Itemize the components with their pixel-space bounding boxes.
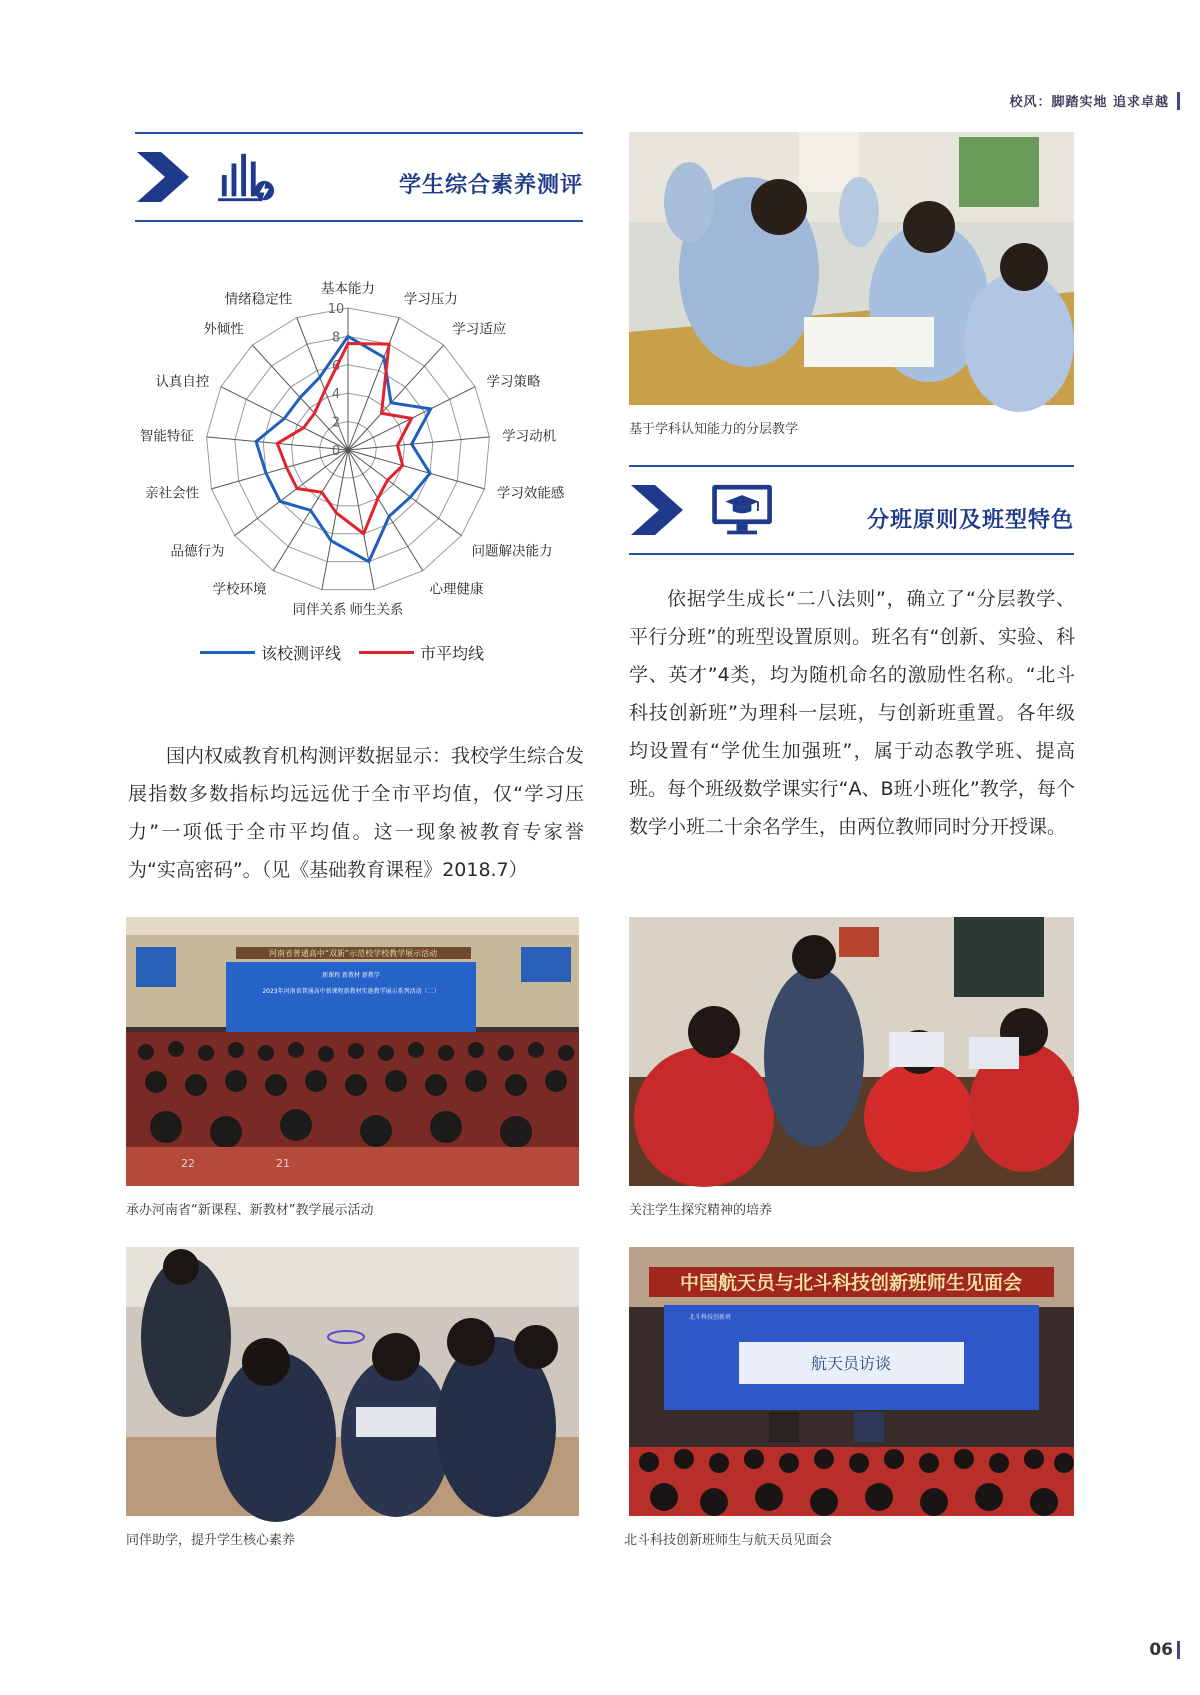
radar-axis-label: 心理健康: [429, 581, 484, 598]
legend-item-city: [359, 641, 484, 664]
legend-line-school: [200, 651, 255, 654]
radar-axis-label: 基本能力: [321, 281, 375, 298]
radar-spoke: [348, 437, 489, 450]
radar-axis-label: 学习效能感: [496, 485, 565, 502]
screen-title-text: 航天员访谈: [810, 1354, 892, 1373]
radar-axis-label: 情绪稳定性: [224, 291, 293, 308]
photo-tiered-teaching: [629, 132, 1074, 405]
header-motto-text: 校风：脚踏实地 追求卓越: [1009, 95, 1169, 110]
radar-tick-label: 2: [331, 415, 341, 431]
radar-axis-label: 学习策略: [486, 374, 541, 391]
radar-axis-label: 亲社会性: [145, 485, 200, 502]
radar-axis-label: 学校环境: [212, 581, 267, 598]
radar-spoke: [348, 450, 461, 536]
event-banner-text: 中国航天员与北斗科技创新班师生见面会: [679, 1272, 1023, 1294]
radar-tick-label: 10: [327, 302, 345, 317]
paragraph-left: 国内权威教育机构测评数据显示：我校学生综合发展指数多数指标均远远优于全市平均值，仅“学习压力”一项低于全市平均值。这一现象被教育专家誉为“实高密码”。（见《基础教育课程》2018.7）: [128, 745, 585, 881]
caption-astronaut-meeting: 北斗科技创新班师生与航天员见面会: [624, 1533, 833, 1548]
section-rule-bottom: [629, 553, 1074, 555]
photo-peer-learning-image: [126, 1247, 579, 1516]
monitor-graduation-icon: [709, 483, 777, 539]
chart-legend: [200, 640, 520, 664]
header-bar: [1177, 92, 1180, 110]
radar-axis-label: 认真自控: [155, 374, 210, 391]
caption-inquiry-spirit: 关注学生探究精神的培养: [629, 1203, 773, 1218]
radar-axis-label: 学习压力: [403, 291, 458, 308]
section-header-grouping: [629, 465, 1074, 555]
section-title-grouping: 分班原则及班型特色: [866, 508, 1074, 533]
screen-main-text: 2023年河南省普通高中新课程新教材实施教学展示系列活动（二）: [262, 988, 440, 995]
legend-label-school: 该校测评线: [261, 643, 342, 663]
photo-inquiry-spirit: [629, 917, 1074, 1186]
screen-logo-text: 新课程 新教材 新教学: [322, 972, 380, 979]
section-rule-top: [135, 132, 583, 134]
photo-teaching-showcase: [126, 917, 579, 1186]
radar-axis-label: 问题解决能力: [471, 543, 553, 560]
radar-tick-label: 8: [331, 330, 341, 346]
photo-astronaut-meeting: [629, 1247, 1074, 1516]
radar-chart: [90, 281, 610, 658]
bar-chart-icon: [217, 148, 277, 206]
header-motto: [1009, 91, 1180, 110]
page-number-text: 06: [1149, 1640, 1173, 1660]
radar-tick-label: 4: [331, 387, 341, 403]
radar-axis-label: 同伴关系: [292, 602, 347, 619]
radar-axis-label: 品德行为: [170, 543, 225, 560]
section-title-assessment: 学生综合素养测评: [398, 173, 583, 198]
photo-tiered-teaching-image: [629, 132, 1074, 405]
radar-axis-label: 学习动机: [502, 428, 557, 445]
section-rule-top: [629, 465, 1074, 467]
radar-axis-label: 师生关系: [349, 602, 404, 619]
page-number: [1149, 1640, 1180, 1660]
radar-axis-label: 智能特征: [139, 428, 194, 445]
caption-peer-learning: 同伴助学，提升学生核心素养: [126, 1533, 296, 1548]
caption-tiered-teaching: 基于学科认知能力的分层教学: [629, 422, 799, 437]
radar-tick-label: 6: [331, 358, 341, 374]
legend-item-school: [200, 641, 341, 664]
photo-peer-learning: [126, 1247, 579, 1516]
legend-line-city: [359, 651, 414, 654]
legend-label-city: 市平均线: [420, 643, 485, 663]
section-header-assessment: [135, 132, 583, 222]
seat-number-21: 21: [276, 1157, 290, 1170]
radar-spoke: [348, 345, 444, 450]
photo-inquiry-spirit-image: [629, 917, 1074, 1186]
photo-astronaut-meeting-image: [629, 1247, 1074, 1516]
chevron-icon: [631, 485, 683, 535]
banner-top-text: 河南省普通高中“双新”示范校学校教学展示活动: [268, 949, 438, 958]
radar-axis-label: 学习适应: [452, 321, 507, 338]
chevron-icon: [137, 152, 189, 202]
radar-tick-label: 0: [331, 444, 341, 459]
screen-small-text: 北斗科技创新班: [689, 1314, 732, 1321]
page-number-bar: [1177, 1641, 1180, 1659]
photo-teaching-showcase-image: [126, 917, 579, 1186]
paragraph-right: 依据学生成长“二八法则”，确立了“分层教学、平行分班”的班型设置原则。班名有“创新、实验、科学、英才”4类，均为随机命名的激励性名称。“北斗科技创新班”为理科一层班，与创新班重置。各年级均设置有“学优生加强班”，属于动态教学班、提高班。每个班级数学课实行“A、B班小班化”教学，每个数学小班二十余名学生，由两位教师同时分开授课。: [629, 588, 1075, 838]
seat-number-22: 22: [181, 1157, 195, 1170]
radar-spoke: [235, 450, 348, 536]
caption-teaching-showcase: 承办河南省“新课程、新教材”教学展示活动: [126, 1203, 374, 1218]
radar-axis-label: 外倾性: [203, 321, 244, 338]
section-rule-bottom: [135, 220, 583, 222]
